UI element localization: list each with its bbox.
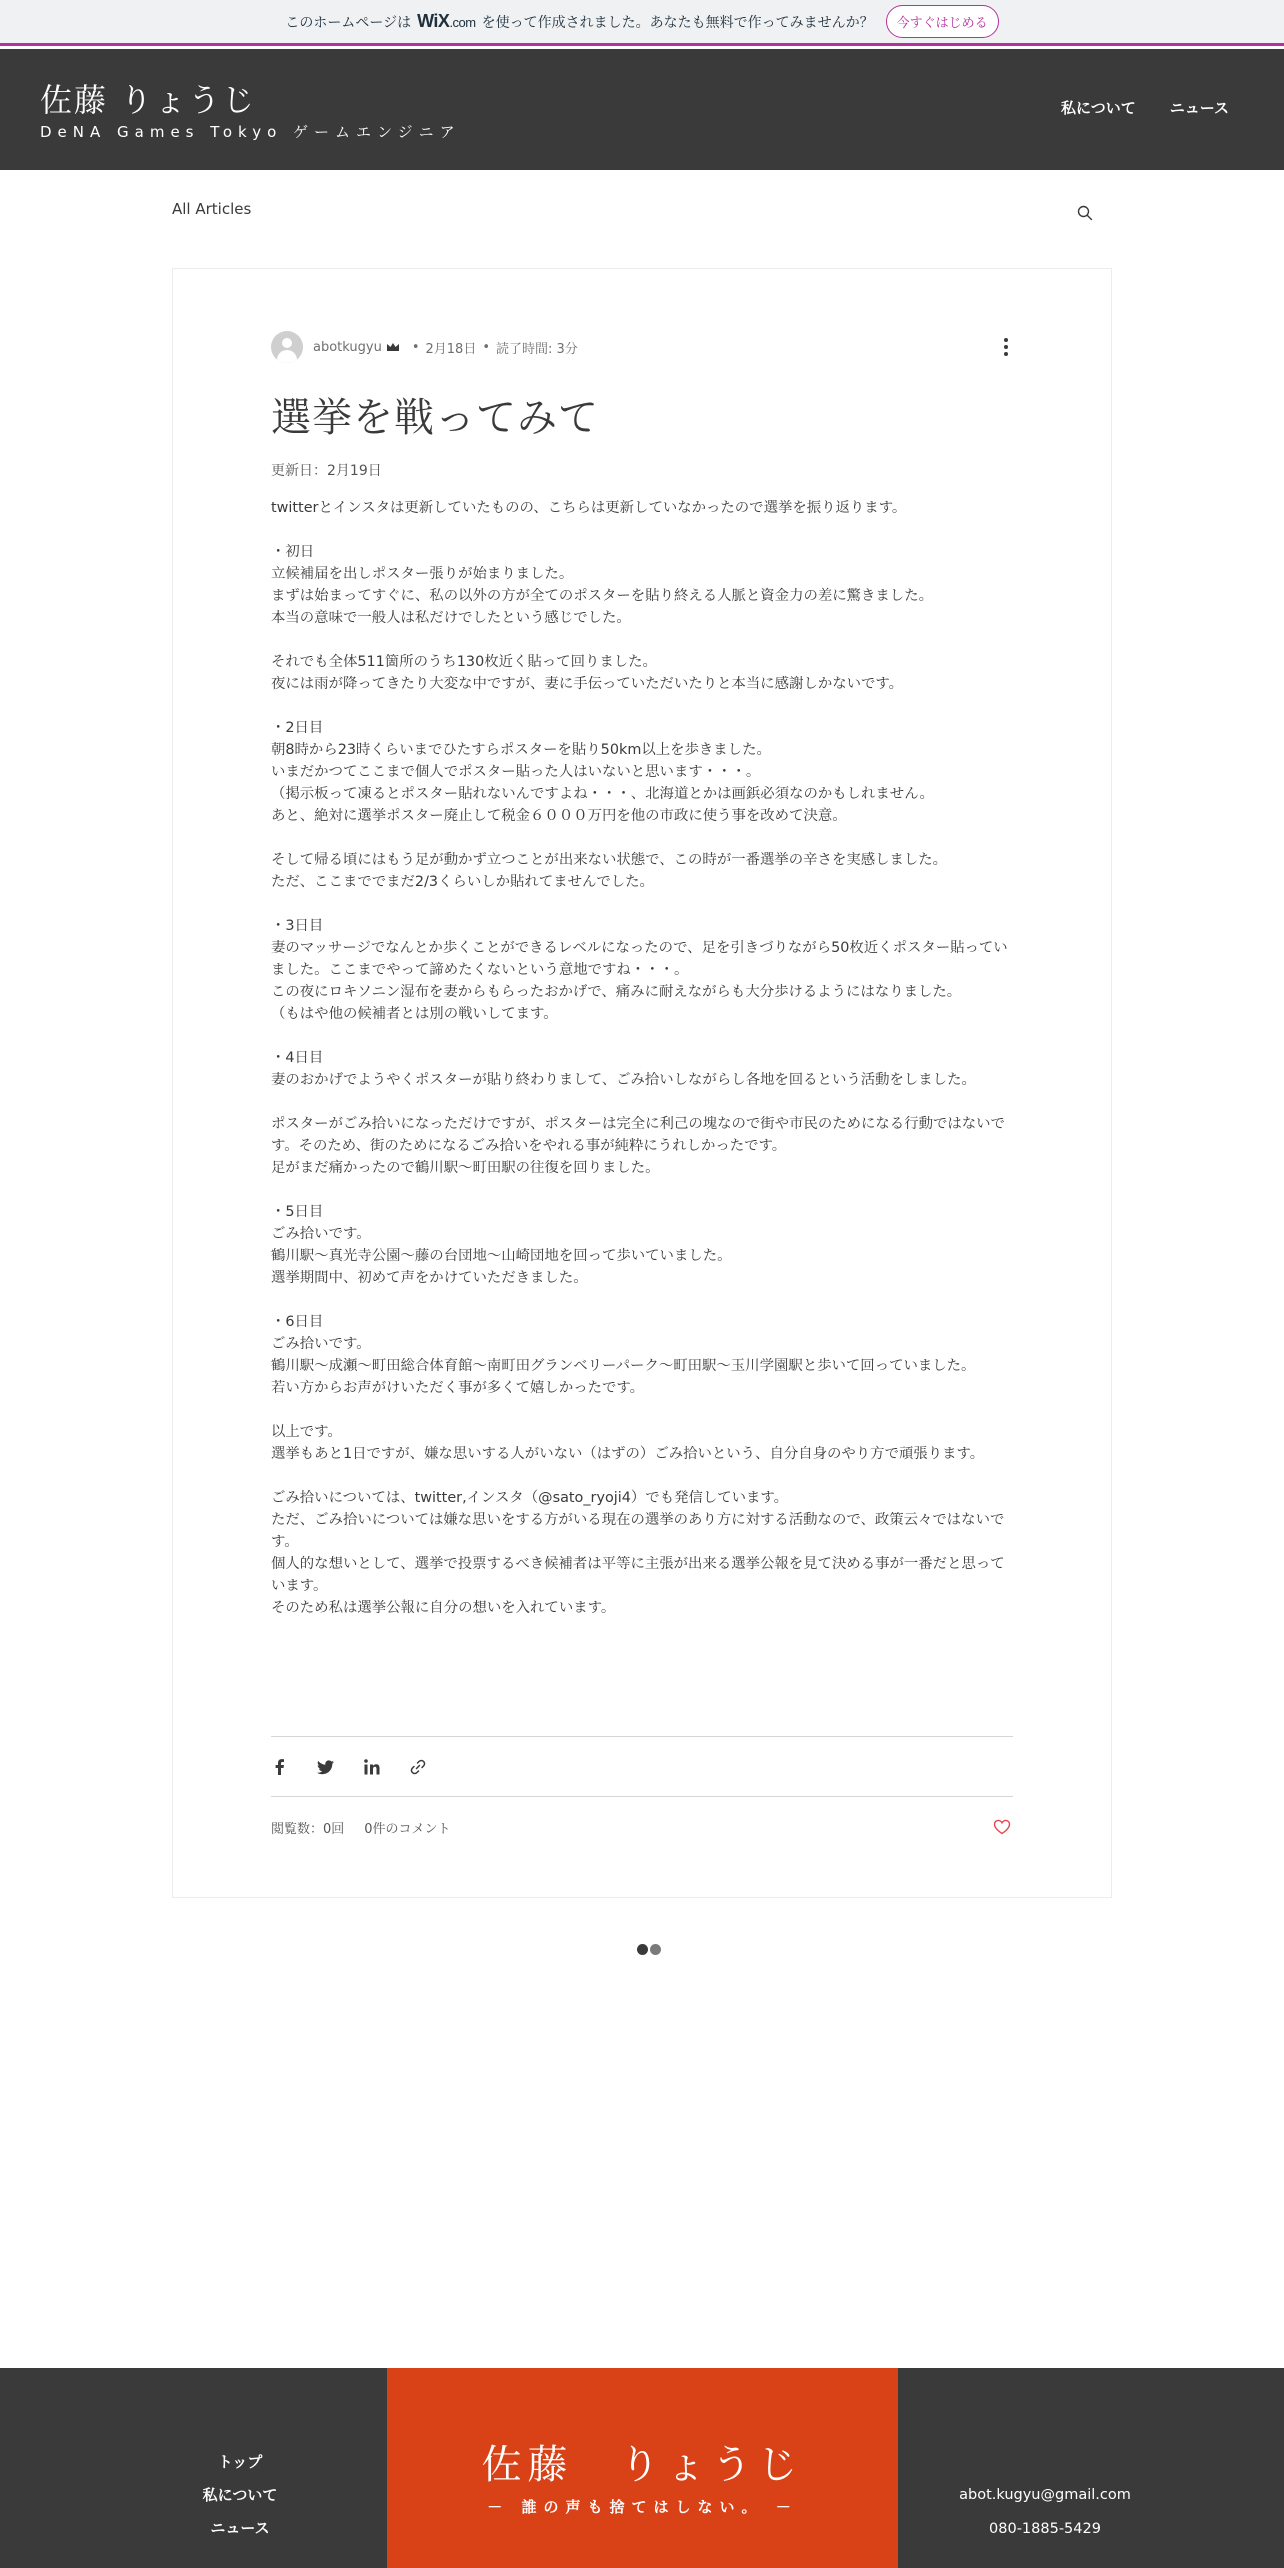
- post-paragraph: 個人的な想いとして、選挙で投票するべき候補者は平等に主張が出来る選挙公報を見て決める事が一番だと思っています。: [271, 1556, 1005, 1594]
- footer-slogan: － 誰の声も捨てはしない。 －: [487, 2498, 798, 2516]
- site-footer: [0, 2368, 1284, 2568]
- post-paragraph: あと、絶対に選挙ポスター廃止して税金６０００万円を他の市政に使う事を改めて決意。: [271, 808, 847, 824]
- post-paragraph: [271, 519, 1013, 541]
- post-paragraph: この夜にロキソニン湿布を妻からもらったおかげで、痛みに耐えながらも大分歩けるようにはなりました。: [271, 984, 962, 1000]
- wix-promo-text-before: このホームページは: [285, 14, 412, 31]
- loader-dot: [637, 1944, 648, 1955]
- post-paragraph: まずは始まってすぐに、私の以外の方が全てのポスターを貼り終える人脈と資金力の差に驚きました。: [271, 588, 933, 604]
- post-paragraph: [271, 1091, 1013, 1113]
- avatar[interactable]: [271, 331, 303, 363]
- post-paragraph: [271, 695, 1013, 717]
- all-articles-link[interactable]: All Articles: [172, 200, 252, 218]
- divider: [271, 1736, 1013, 1737]
- post-read-time: 読了時間: 3分: [496, 341, 578, 357]
- post-meta: [271, 330, 1013, 364]
- view-count: 閲覧数：0回: [271, 1821, 345, 1837]
- post-paragraph: ごみ拾いです。: [271, 1226, 371, 1242]
- post-paragraph: 若い方からお声がけいただく事が多くて嬉しかったです。: [271, 1380, 645, 1396]
- wix-promo-text-after: を使って作成されました。あなたも無料で作ってみませんか？: [481, 14, 874, 31]
- footer-nav: [190, 2446, 290, 2545]
- divider: [271, 1796, 1013, 1797]
- footer-nav-item-about[interactable]: 私について: [202, 2486, 278, 2504]
- post-paragraph: それでも全体511箇所のうち130枚近く貼って回りました。: [271, 654, 657, 670]
- share-bar: [271, 1756, 427, 1778]
- post-paragraph: 朝8時から23時くらいまでひたすらポスターを貼り50km以上を歩きました。: [271, 742, 771, 758]
- search-icon[interactable]: [1076, 204, 1094, 222]
- post-paragraph: 立候補届を出しポスター張りが始まりました。: [271, 566, 574, 582]
- post-paragraph: twitterとインスタは更新していたものの、こちらは更新していなかったので選挙を振り返ります。: [271, 500, 907, 516]
- post-paragraph: （もはや他の候補者とは別の戦いしてます。: [271, 1006, 558, 1022]
- post-paragraph: [271, 629, 1013, 651]
- post-paragraph: [271, 1399, 1013, 1421]
- post-paragraph: 本当の意味で一般人は私だけでしたという感じでした。: [271, 610, 631, 626]
- post-author[interactable]: abotkugyu: [313, 339, 382, 355]
- meta-separator: •: [482, 339, 490, 355]
- post-stats: [271, 1816, 1013, 1838]
- site-title[interactable]: 佐藤 りょうじ: [40, 81, 257, 119]
- wix-start-now-button[interactable]: 今すぐはじめる: [886, 5, 999, 38]
- post-paragraph: ・2日目: [271, 720, 324, 736]
- wix-logo-suffix: .com: [449, 15, 476, 30]
- site-header: [0, 49, 1284, 170]
- post-paragraph: 足がまだ痛かったので鶴川駅〜町田駅の往復を回りました。: [271, 1160, 660, 1176]
- post-paragraph: 選挙期間中、初めて声をかけていただきました。: [271, 1270, 588, 1286]
- blog-menu: [172, 200, 1094, 226]
- post-updated-date: 更新日：2月19日: [271, 463, 382, 479]
- linkedin-icon[interactable]: [363, 1758, 381, 1776]
- post-paragraph: [271, 1465, 1013, 1487]
- loading-indicator: [637, 1944, 661, 1955]
- post-paragraph: ・6日目: [271, 1314, 324, 1330]
- post-paragraph: 妻のおかげでようやくポスターが貼り終わりまして、ごみ拾いしながらし各地を回るという活動をしました。: [271, 1072, 976, 1088]
- footer-brand-name: 佐藤 りょうじ: [481, 2442, 804, 2488]
- post-paragraph: ・初日: [271, 544, 315, 560]
- link-icon[interactable]: [409, 1758, 427, 1776]
- footer-brand: [387, 2368, 898, 2568]
- post-paragraph: ごみ拾いについては、twitter,インスタ（@sato_ryoji4）でも発信しています。: [271, 1490, 789, 1506]
- post-title: 選挙を戦ってみて: [271, 395, 599, 441]
- twitter-icon[interactable]: [317, 1758, 335, 1776]
- post-paragraph: ただ、ここまででまだ2/3くらいしか貼れてませんでした。: [271, 874, 654, 890]
- wix-logo-text: WiX: [417, 11, 450, 31]
- heart-icon[interactable]: [993, 1819, 1011, 1835]
- comment-count[interactable]: 0件のコメント: [364, 1821, 451, 1837]
- post-paragraph: 選挙もあと1日ですが、嫌な思いする人がいない（はずの）ごみ拾いという、自分自身のやり方で頑張ります。: [271, 1446, 985, 1462]
- post-paragraph: 鶴川駅〜真光寺公園〜藤の台団地〜山崎団地を回って歩いていました。: [271, 1248, 732, 1264]
- more-actions-icon[interactable]: [1003, 338, 1009, 356]
- post-paragraph: そして帰る頃にはもう足が動かず立つことが出来ない状態で、この時が一番選挙の辛さを実感しました。: [271, 852, 948, 868]
- post-paragraph: そのため私は選挙公報に自分の想いを入れています。: [271, 1600, 616, 1616]
- post-paragraph: 夜には雨が降ってきたり大変な中ですが、妻に手伝っていただいたりと本当に感謝しかないです。: [271, 676, 904, 692]
- nav-item-news[interactable]: ニュース: [1169, 99, 1229, 117]
- post-paragraph: 以上です。: [271, 1424, 342, 1440]
- post-paragraph: （掲示板って凍るとポスター貼れないんですよね・・・、北海道とかは画鋲必須なのかもしれません。: [271, 786, 934, 802]
- wix-promo-bar: [0, 0, 1284, 46]
- crown-icon: [386, 342, 400, 352]
- post-paragraph: ごみ拾いです。: [271, 1336, 371, 1352]
- post-paragraph: いまだかつてここまで個人でポスター貼った人はいないと思います・・・。: [271, 764, 761, 780]
- footer-contact: [940, 2478, 1150, 2546]
- meta-separator: •: [411, 339, 420, 355]
- post-paragraph: 妻のマッサージでなんとか歩くことができるレベルになったので、足を引きづりながら50枚近くポスター貼っていました。ここまでやって諦めたくないという意地ですね・・・。: [271, 940, 1008, 978]
- loader-dot: [650, 1944, 661, 1955]
- post-paragraph: ・4日目: [271, 1050, 324, 1066]
- post-paragraph: [271, 1025, 1013, 1047]
- site-subtitle: DeNA Games Tokyo ゲームエンジニア: [40, 123, 461, 141]
- post-date: 2月18日: [425, 341, 477, 357]
- post-paragraph: ただ、ごみ拾いについては嫌な思いをする方がいる現在の選挙のあり方に対する活動なので、政策云々ではないです。: [271, 1512, 1005, 1550]
- footer-nav-item-news[interactable]: ニュース: [210, 2519, 270, 2537]
- post-paragraph: ・5日目: [271, 1204, 324, 1220]
- post-paragraph: [271, 1179, 1013, 1201]
- wix-logo: [417, 11, 476, 32]
- post-paragraph: [271, 1289, 1013, 1311]
- post-body: [271, 497, 1013, 1619]
- footer-phone: 080-1885-5429: [989, 2521, 1101, 2537]
- nav-item-about[interactable]: 私について: [1061, 99, 1136, 117]
- post-paragraph: ・3日目: [271, 918, 324, 934]
- post-paragraph: ポスターがごみ拾いになっただけですが、ポスターは完全に利己の塊なので街や市民のためになる行動ではないです。そのため、街のためになるごみ拾いをやれる事が純粋にうれしかったです。: [271, 1116, 1005, 1154]
- post-paragraph: [271, 827, 1013, 849]
- footer-nav-item-top[interactable]: トップ: [217, 2453, 263, 2471]
- site-nav: [1061, 97, 1229, 118]
- footer-email[interactable]: abot.kugyu@gmail.com: [959, 2487, 1131, 2503]
- post-paragraph: 鶴川駅〜成瀬〜町田総合体育館〜南町田グランベリーパーク〜町田駅〜玉川学園駅と歩いて回っていました。: [271, 1358, 976, 1374]
- facebook-icon[interactable]: [271, 1758, 289, 1776]
- post-paragraph: [271, 893, 1013, 915]
